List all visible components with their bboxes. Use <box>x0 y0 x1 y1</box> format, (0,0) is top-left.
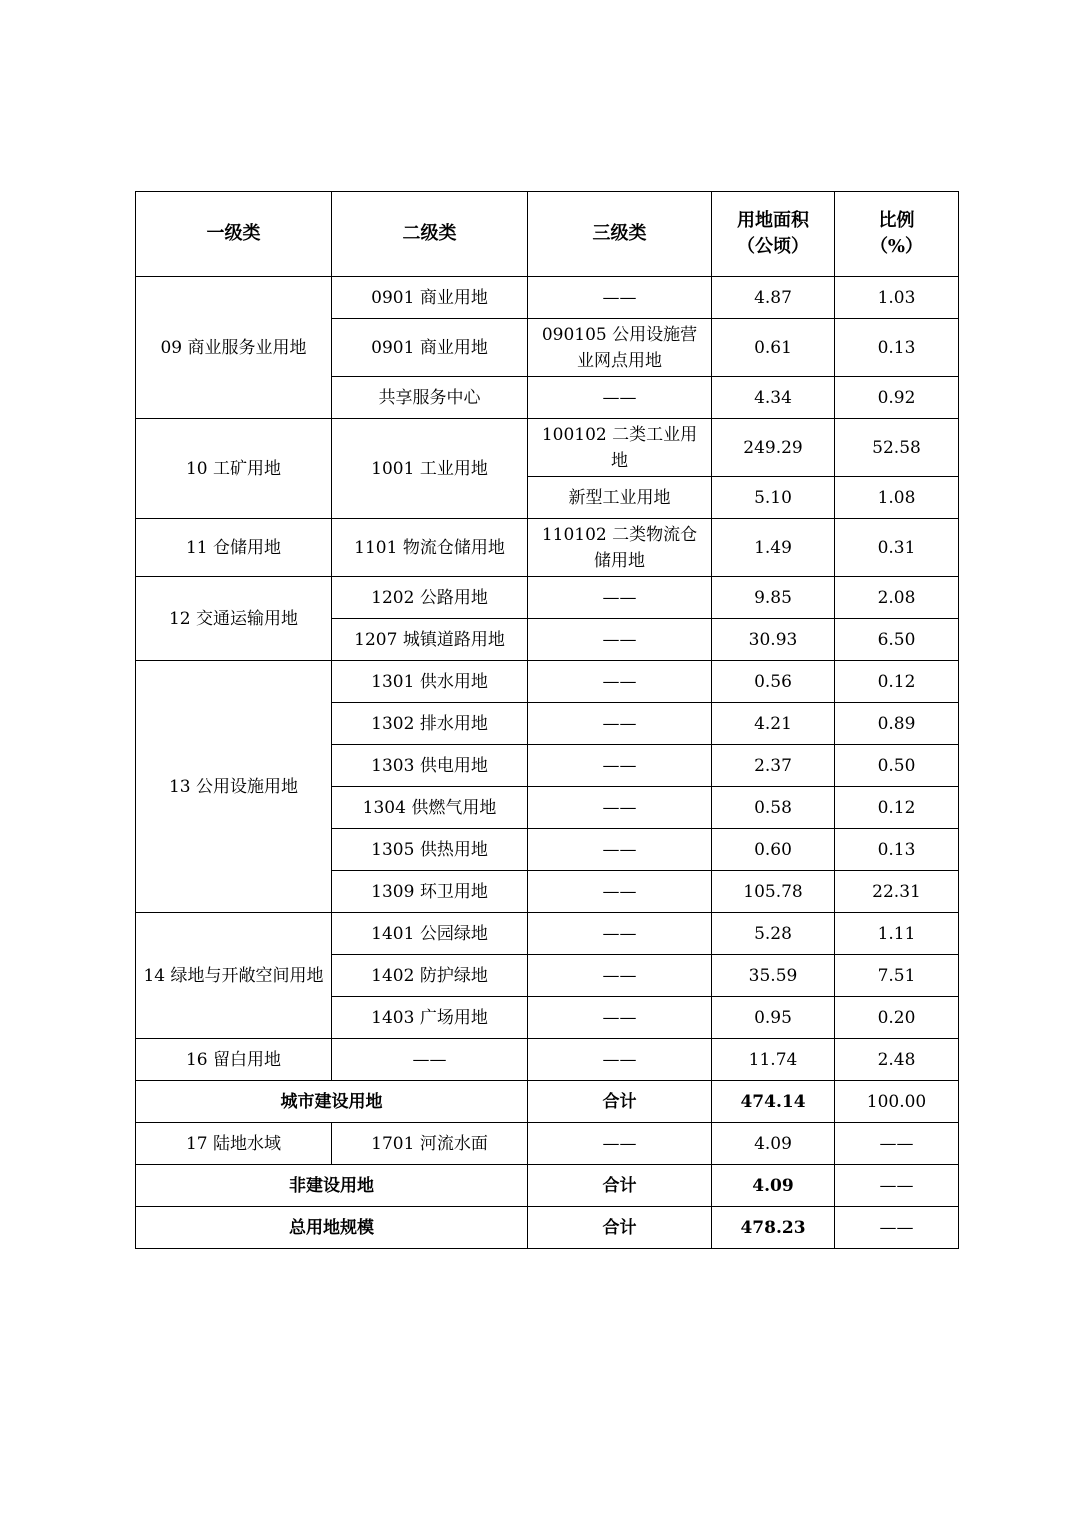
total-label-nonbuild: 非建设用地 <box>136 1165 528 1207</box>
ratio-cell: 0.12 <box>835 787 959 829</box>
level2-cell: 共享服务中心 <box>332 377 528 419</box>
ratio-cell: 22.31 <box>835 871 959 913</box>
table-row <box>136 277 959 319</box>
total-ratio-urban: 100.00 <box>835 1081 959 1123</box>
group-cell-11: 11 仓储用地 <box>136 519 332 577</box>
level3-cell: —— <box>528 745 712 787</box>
ratio-cell: 6.50 <box>835 619 959 661</box>
area-cell: 2.37 <box>712 745 835 787</box>
ratio-cell: 2.48 <box>835 1039 959 1081</box>
header-level1: 一级类 <box>136 192 332 277</box>
table-row <box>136 913 959 955</box>
level2-cell: 1304 供燃气用地 <box>332 787 528 829</box>
ratio-cell: 0.89 <box>835 703 959 745</box>
header-level2: 二级类 <box>332 192 528 277</box>
total-area-urban: 474.14 <box>712 1081 835 1123</box>
area-cell: 30.93 <box>712 619 835 661</box>
table-row <box>136 419 959 477</box>
table-row <box>136 519 959 577</box>
level3-cell: 100102 二类工业用地 <box>528 419 712 477</box>
total-area-overall: 478.23 <box>712 1207 835 1249</box>
total-kind-urban: 合计 <box>528 1081 712 1123</box>
area-cell: 0.56 <box>712 661 835 703</box>
total-kind-nonbuild: 合计 <box>528 1165 712 1207</box>
area-cell: 1.49 <box>712 519 835 577</box>
level2-cell: 1401 公园绿地 <box>332 913 528 955</box>
group-cell-10: 10 工矿用地 <box>136 419 332 519</box>
total-row-overall <box>136 1207 959 1249</box>
level3-cell: —— <box>528 955 712 997</box>
ratio-cell: 0.31 <box>835 519 959 577</box>
header-area <box>712 192 835 277</box>
level2-cell: 1402 防护绿地 <box>332 955 528 997</box>
header-area-line1: 用地面积 <box>737 210 809 231</box>
level3-cell: —— <box>528 829 712 871</box>
area-cell: 9.85 <box>712 577 835 619</box>
level2-cell: 1301 供水用地 <box>332 661 528 703</box>
level2-cell: 1701 河流水面 <box>332 1123 528 1165</box>
area-cell: 0.95 <box>712 997 835 1039</box>
level2-cell: 1303 供电用地 <box>332 745 528 787</box>
area-cell: 35.59 <box>712 955 835 997</box>
ratio-cell: 0.20 <box>835 997 959 1039</box>
area-cell: 4.34 <box>712 377 835 419</box>
group-cell-13: 13 公用设施用地 <box>136 661 332 913</box>
area-cell: 11.74 <box>712 1039 835 1081</box>
area-cell: 4.21 <box>712 703 835 745</box>
ratio-cell: —— <box>835 1123 959 1165</box>
table-row <box>136 1039 959 1081</box>
group-cell-14: 14 绿地与开敞空间用地 <box>136 913 332 1039</box>
level2-cell: 1202 公路用地 <box>332 577 528 619</box>
level2-cell: —— <box>332 1039 528 1081</box>
level2-cell: 1207 城镇道路用地 <box>332 619 528 661</box>
ratio-cell: 0.50 <box>835 745 959 787</box>
level3-cell: 新型工业用地 <box>528 477 712 519</box>
area-cell: 5.28 <box>712 913 835 955</box>
ratio-cell: 1.03 <box>835 277 959 319</box>
level2-cell: 0901 商业用地 <box>332 319 528 377</box>
area-cell: 0.60 <box>712 829 835 871</box>
level3-cell: —— <box>528 377 712 419</box>
table-row <box>136 661 959 703</box>
level2-cell: 1302 排水用地 <box>332 703 528 745</box>
header-area-line2: （公顷） <box>737 236 809 257</box>
area-cell: 5.10 <box>712 477 835 519</box>
table-row <box>136 577 959 619</box>
ratio-cell: 0.92 <box>835 377 959 419</box>
land-use-table <box>135 191 959 1249</box>
group-cell-12: 12 交通运输用地 <box>136 577 332 661</box>
level3-cell: —— <box>528 661 712 703</box>
level3-cell: —— <box>528 787 712 829</box>
area-cell: 105.78 <box>712 871 835 913</box>
level2-cell: 0901 商业用地 <box>332 277 528 319</box>
area-cell: 4.09 <box>712 1123 835 1165</box>
group-cell-17: 17 陆地水域 <box>136 1123 332 1165</box>
total-ratio-nonbuild: —— <box>835 1165 959 1207</box>
level2-cell: 1101 物流仓储用地 <box>332 519 528 577</box>
header-ratio <box>835 192 959 277</box>
level3-cell: —— <box>528 913 712 955</box>
total-row-nonbuild <box>136 1165 959 1207</box>
total-label-overall: 总用地规模 <box>136 1207 528 1249</box>
level3-cell: 090105 公用设施营业网点用地 <box>528 319 712 377</box>
ratio-cell: 7.51 <box>835 955 959 997</box>
ratio-cell: 0.12 <box>835 661 959 703</box>
ratio-cell: 1.11 <box>835 913 959 955</box>
total-kind-overall: 合计 <box>528 1207 712 1249</box>
group-cell-09: 09 商业服务业用地 <box>136 277 332 419</box>
level3-cell: 110102 二类物流仓储用地 <box>528 519 712 577</box>
level2-cell: 1305 供热用地 <box>332 829 528 871</box>
table-header-row <box>136 192 959 277</box>
ratio-cell: 0.13 <box>835 829 959 871</box>
area-cell: 0.58 <box>712 787 835 829</box>
area-cell: 249.29 <box>712 419 835 477</box>
group-cell-16: 16 留白用地 <box>136 1039 332 1081</box>
total-label-urban: 城市建设用地 <box>136 1081 528 1123</box>
total-ratio-overall: —— <box>835 1207 959 1249</box>
level3-cell: —— <box>528 577 712 619</box>
level3-cell: —— <box>528 1039 712 1081</box>
level3-cell: —— <box>528 1123 712 1165</box>
header-ratio-line1: 比例 <box>878 210 915 231</box>
area-cell: 4.87 <box>712 277 835 319</box>
level3-cell: —— <box>528 871 712 913</box>
ratio-cell: 0.13 <box>835 319 959 377</box>
total-area-nonbuild: 4.09 <box>712 1165 835 1207</box>
level2-cell: 1403 广场用地 <box>332 997 528 1039</box>
level3-cell: —— <box>528 703 712 745</box>
level3-cell: —— <box>528 619 712 661</box>
ratio-cell: 52.58 <box>835 419 959 477</box>
level2-cell: 1001 工业用地 <box>332 419 528 519</box>
level2-cell: 1309 环卫用地 <box>332 871 528 913</box>
ratio-cell: 2.08 <box>835 577 959 619</box>
level3-cell: —— <box>528 997 712 1039</box>
level3-cell: —— <box>528 277 712 319</box>
ratio-cell: 1.08 <box>835 477 959 519</box>
header-ratio-line2: （%） <box>869 236 924 257</box>
header-level3: 三级类 <box>528 192 712 277</box>
total-row-urban <box>136 1081 959 1123</box>
table-row <box>136 1123 959 1165</box>
area-cell: 0.61 <box>712 319 835 377</box>
